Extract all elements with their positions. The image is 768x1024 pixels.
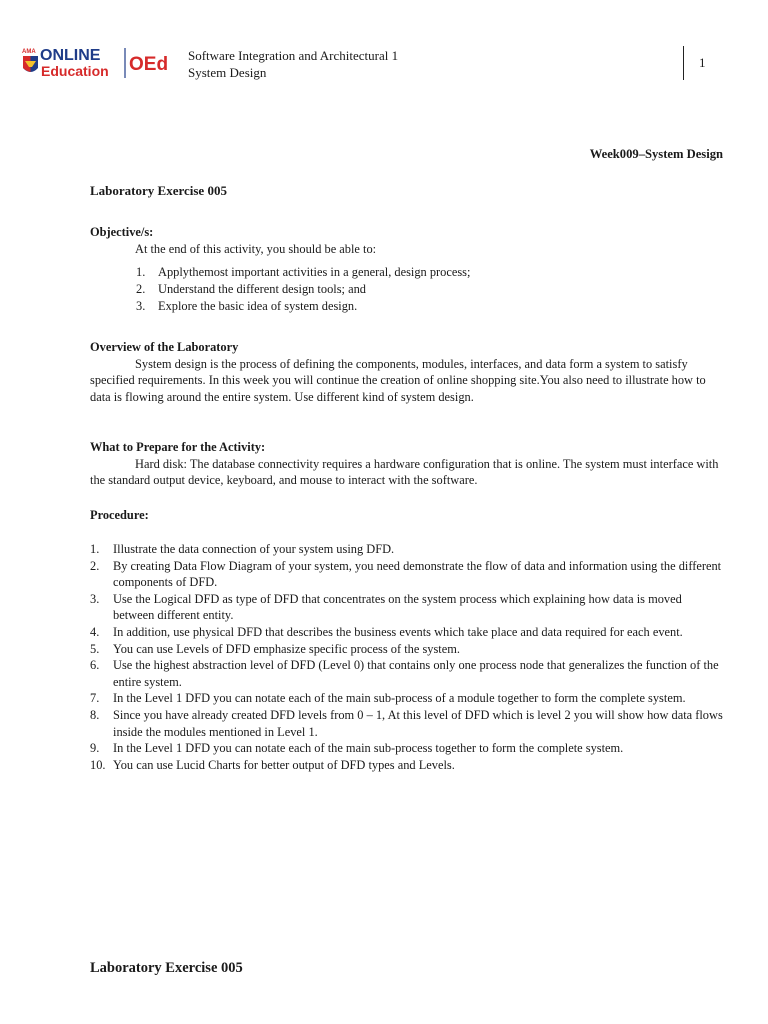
procedure-list: [90, 541, 726, 773]
list-item: 9. In the Level 1 DFD you can notate each of the main sub-process together to form the complete system.: [90, 741, 624, 756]
course-line-1: Software Integration and Architectural 1: [188, 48, 399, 63]
online-education-logo: [20, 42, 170, 82]
logo-text-main: ONLINE: [40, 47, 101, 64]
list-item: 1. Illustrate the data connection of your system using DFD.: [90, 542, 395, 556]
shield-icon: [23, 56, 38, 72]
page-number: 1: [699, 55, 706, 70]
prepare-body: Hard disk: The database connectivity requires a hardware configuration that is online. The system must interface with the standard output device, keyboard, and mouse to interact with the software.: [90, 456, 719, 488]
list-item: 4. In addition, use physical DFD that describes the business events which take place and data required for each event.: [90, 624, 683, 639]
list-item: 2. By creating Data Flow Diagram of your system, you need demonstrate the flow of data and information using the different components of DFD.: [90, 558, 722, 590]
overview-heading: Overview of the Laboratory: [90, 340, 239, 354]
list-item: 5. You can use Levels of DFD emphasize specific process of the system.: [90, 641, 460, 656]
footer-title: Laboratory Exercise 005: [90, 960, 243, 976]
list-item: 10. You can use Lucid Charts for better output of DFD types and Levels.: [90, 757, 455, 772]
week-label: Week009–System Design: [589, 147, 723, 161]
list-item: 2. Understand the different design tools; and: [136, 282, 366, 296]
prepare-heading: What to Prepare for the Activity:: [90, 440, 266, 454]
list-item: 7. In the Level 1 DFD you can notate each of the main sub-process of a module together to form the complete system.: [90, 691, 686, 706]
procedure-heading: Procedure:: [90, 508, 149, 522]
list-item: 8. Since you have already created DFD levels from 0 – 1, At this level of DFD which is level 2 you will show how data flows inside the modules mentioned in Level 1.: [90, 707, 723, 739]
lab-title: Laboratory Exercise 005: [90, 183, 227, 198]
objectives-heading: Objective/s:: [90, 225, 154, 239]
logo-text-mark: OEd: [129, 54, 169, 75]
logo-text-sub: Education: [41, 63, 109, 79]
objectives-section: [90, 224, 726, 257]
header-divider: [683, 46, 684, 80]
logo-text-small: AMA: [22, 49, 36, 55]
prepare-section: [90, 439, 726, 489]
list-item: 6. Use the highest abstraction level of DFD (Level 0) that contains only one process node that generalizes the function of the entire system.: [90, 658, 719, 689]
list-item: 3. Explore the basic idea of system design.: [136, 299, 358, 313]
overview-section: [90, 339, 726, 405]
procedure-section: [90, 507, 726, 524]
list-item: 3. Use the Logical DFD as type of DFD that concentrates on the system process which explaining how data is moved between different entity.: [90, 591, 682, 623]
overview-body: System design is the process of defining the components, modules, interfaces, and data form a system to satisfy specified requirements. In this week you will continue the creation of online shopping site.You also need to illustrate how to data is flowing around the entire system. Use different kind of system design.: [90, 356, 706, 404]
objectives-list: [136, 264, 696, 315]
objectives-intro: At the end of this activity, you should be able to:: [135, 241, 377, 256]
list-item: 1. Applythemost important activities in a general, design process;: [136, 265, 471, 279]
course-line-2: System Design: [188, 65, 267, 80]
course-title: [188, 47, 398, 81]
